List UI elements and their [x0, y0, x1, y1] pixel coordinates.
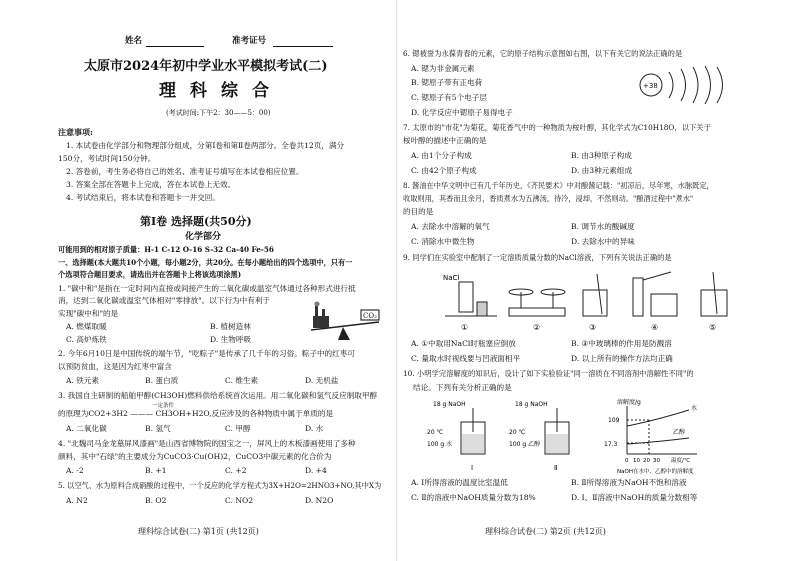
- section-intro: 个选项符合题目要求，请选出并在答题卡上将该选项涂黑): [58, 270, 242, 279]
- q1-stem: 消，达到二氧化碳或温室气体相对"零排放"。以下行为中有利于: [58, 296, 271, 305]
- water-label: 100 g 水: [427, 441, 453, 448]
- graph-y-label: 溶解度/g: [617, 399, 641, 406]
- y-tick-17-3: 17.3: [604, 441, 618, 448]
- q6-option-d: D. 化学反应中锶原子易得电子: [411, 108, 513, 117]
- q5-stem: 5. 以空气、水为原料合成硝酸的过程中，一个反应的化学方程式为3X+H2O=2HNO3+NO,其中X为: [58, 481, 382, 490]
- q1-stem: 1. "碳中和"是指在一定时间内直接或间接产生的二氧化碳或温室气体通过各种形式进行抵: [58, 284, 356, 293]
- right-column: [397, 0, 794, 561]
- footer-right: 理科综合试卷(二) 第2页 (共12页): [485, 527, 606, 536]
- q9-option-a: A. ①中取用NaCl时瓶塞应倒放: [411, 339, 516, 348]
- ticket-label: 准考证号: [232, 36, 267, 46]
- q8-stem: 的目的是: [403, 207, 434, 216]
- x-tick-30: 30: [653, 458, 660, 464]
- q5-option-c: C. NO2: [225, 496, 254, 505]
- footer-left: 理科综合试卷(二) 第1页 (共12页): [138, 527, 259, 536]
- q10-stem: 结论。下列有关分析正确的是: [413, 383, 512, 392]
- q1-option-c: C. 高炉炼铁: [66, 335, 107, 344]
- solution-prep-diagram: [437, 268, 757, 336]
- water-curve: [627, 410, 689, 426]
- q9-option-c: C. 量取水时视线要与凹液面相平: [411, 354, 521, 363]
- graph-caption: NaOH在水中、乙醇中的溶解度: [617, 469, 694, 475]
- note-line: 4. 考试结束后，将本试卷和答题卡一并交回。: [66, 193, 220, 202]
- svg-text:CO₂: CO₂: [363, 312, 377, 320]
- q9-stem: 9. 同学们在实验室中配制了一定溶质质量分数的NaCl溶液，下列有关说法正确的是: [403, 253, 672, 262]
- q1-option-a: A. 燃煤取暖: [66, 322, 107, 331]
- series-water: 水: [691, 405, 698, 412]
- graph-x-label: 温度/℃: [671, 458, 691, 464]
- q2-stem: 2. 今年6月10日是中国传统的端午节，"吃粽子"是传承了几千年的习俗。粽子中的红枣可: [58, 349, 355, 358]
- naoh-label-2: 18 g NaOH: [515, 401, 548, 408]
- note-line: 2. 答卷前，考生务必将自己的姓名、准考证号填写在本试卷相应位置。: [66, 167, 304, 176]
- q3-option-a: A. 二氧化碳: [66, 424, 107, 433]
- q7-option-b: B. 由3种原子构成: [571, 151, 632, 160]
- q10-option-b: B. Ⅱ所得溶液为NaOH不饱和溶液: [571, 478, 687, 487]
- q6-stem: 6. 锶被誉为永葆青春的元素，它的原子结构示意图如右图，以下有关它的说法正确的是: [403, 49, 683, 58]
- series-ethanol: 乙醇: [673, 429, 686, 436]
- q4-option-a: A. -2: [66, 466, 84, 475]
- q2-stem: 以预防贫血，这是因为红枣中富含: [58, 362, 172, 371]
- q10-option-a: A. Ⅰ所得溶液的温度比室温低: [411, 478, 508, 487]
- exam-title: 太原市2024年初中学业水平模拟考试(二): [84, 59, 328, 74]
- q10-stem: 10. 小明学完溶解度的知识后，设计了如下实验验证"同一溶质在不同溶剂中溶解性不同"的: [403, 369, 694, 378]
- q10-option-d: D. Ⅰ、Ⅱ溶液中NaOH的质量分数相等: [571, 493, 698, 502]
- q1-option-d: D. 生物呼吸: [210, 335, 252, 344]
- q5-option-a: A. N2: [66, 496, 88, 505]
- q3-stem: 3. 我国自主研制的船舶甲醇(CH3OH)燃料供给系统首次运用。用二氧化碳和氢气反应制取甲醇: [58, 391, 378, 400]
- nacl-label: NaCl: [443, 274, 460, 282]
- q6-option-c: C. 锶原子有5个电子层: [411, 93, 487, 102]
- q3-option-c: C. 甲醇: [225, 424, 251, 433]
- x-tick-10: 10: [633, 458, 640, 464]
- q7-option-a: A. 由1个分子构成: [411, 151, 472, 160]
- naoh-label-1: 18 g NaOH: [433, 401, 466, 408]
- q2-option-a: A. 铁元素: [66, 376, 100, 385]
- q2-option-b: B. 蛋白质: [145, 376, 179, 385]
- q3-option-b: B. 氢气: [145, 424, 171, 433]
- q8-option-b: B. 调节水的酸碱度: [571, 222, 635, 231]
- q7-option-d: D. 由3种元素组成: [571, 166, 633, 175]
- q7-option-c: C. 由42个原子构成: [411, 166, 477, 175]
- name-label: 姓名: [125, 36, 143, 46]
- step-1-label: ①: [461, 323, 469, 332]
- q3-condition: 一定条件: [152, 403, 175, 409]
- step-4-label: ④: [651, 323, 659, 332]
- beaker-2-label: Ⅱ: [554, 464, 558, 472]
- q8-stem: 收取则用，其香而且余月，香质煮水为五沸汤，待冷，浸却，不然则动。"酿酒过程中"煮水": [403, 194, 694, 203]
- part1-heading: 第Ⅰ卷 选择题(共50分): [140, 215, 252, 228]
- q4-stem: 4. "北魏司马金龙墓屏风漆画"是山西省博物院的国宝之一，屏风上的木板漆画使用了多种: [58, 439, 356, 448]
- q2-option-d: D. 无机盐: [305, 376, 339, 385]
- q4-stem: 颜料，其中"石绿"的主要成分为CuCO3·Cu(OH)2，CuCO3中碳元素的化合价为: [58, 452, 332, 461]
- q10-option-c: C. Ⅱ的溶液中NaOH质量分数为18%: [411, 493, 536, 502]
- q4-option-c: C. +2: [225, 466, 247, 475]
- nucleus-charge: +38: [643, 82, 658, 90]
- notes-heading: 注意事项:: [58, 127, 93, 137]
- section-intro: 一、选择题(本大题共10个小题，每小题2分，共20分。在每小题给出的四个选项中，只有一: [58, 258, 353, 267]
- ethanol-label: 100 g 乙醇: [509, 441, 541, 448]
- note-line: 150分，考试时间150分钟。: [58, 154, 156, 163]
- step-3-label: ③: [589, 323, 597, 332]
- x-tick-20: 20: [643, 458, 650, 464]
- q1-stem: 实现"碳中和"的是: [58, 309, 119, 318]
- temp-label-2: 20 ℃: [509, 429, 526, 436]
- q4-option-d: D. +4: [305, 466, 327, 475]
- exam-time: (考试时间:下午2：30——5：00): [166, 109, 271, 117]
- atomic-masses: 可能用到的相对原子质量：H-1 C-12 O-16 S-32 Ca-40 Fe-56: [58, 245, 274, 254]
- q8-option-d: D. 去除水中的异味: [571, 237, 635, 246]
- q5-option-b: B. O2: [145, 496, 167, 505]
- temp-label-1: 20 ℃: [427, 429, 444, 436]
- q6-option-b: B. 锶原子带有正电荷: [411, 78, 483, 87]
- step-5-label: ⑤: [709, 323, 717, 332]
- q6-option-a: A. 锶为非金属元素: [411, 64, 475, 73]
- q2-option-c: C. 维生素: [225, 376, 259, 385]
- q1-option-b: B. 植树造林: [210, 322, 251, 331]
- q4-option-b: B. +1: [145, 466, 167, 475]
- solubility-experiment-diagram: [427, 396, 727, 478]
- step-2-label: ②: [533, 323, 541, 332]
- subject-title: 理科综合: [159, 81, 283, 101]
- q8-option-c: C. 消除水中微生物: [411, 237, 475, 246]
- carbon-balance-illustration: [305, 300, 385, 346]
- q9-option-d: D. 以上所有的操作方法均正确: [571, 354, 673, 363]
- note-line: 3. 答案全部在答题卡上完成，答在本试卷上无效。: [66, 180, 236, 189]
- q9-option-b: B. ③中玻璃棒的作用是防溅溶: [571, 339, 672, 348]
- q8-option-a: A. 去除水中溶解的氧气: [411, 222, 490, 231]
- q3-option-d: D. 水: [305, 424, 324, 433]
- atom-structure-diagram: [635, 64, 745, 106]
- q7-stem: 7. 太原市的"市花"为菊花，菊花香气中的一种物质为桉叶醇，其化学式为C10H18O，以下关于: [403, 123, 711, 132]
- ticket-field: [273, 46, 333, 47]
- chem-section-heading: 化学部分: [185, 232, 222, 242]
- q3-stem: 的原理为CO2+3H2 ——— CH3OH+H2O,反应涉及的各种物质中属于单质的是: [58, 409, 334, 418]
- q5-option-d: D. N2O: [305, 496, 334, 505]
- note-line: 1. 本试卷由化学部分和物理部分组成，分第Ⅰ卷和第Ⅱ卷两部分。全卷共12页，满分: [66, 141, 345, 150]
- beaker-1-label: Ⅰ: [471, 464, 474, 472]
- y-tick-109: 109: [608, 417, 620, 424]
- x-tick-0: 0: [625, 458, 629, 464]
- q7-stem: 桉叶醇的描述中正确的是: [403, 136, 487, 145]
- q8-stem: 8. 酱油在中华文明中已有几千年历史，《齐民要术》中对酿酱记载："初凉后，尽年寒，水脉既定，: [403, 181, 714, 190]
- name-field: [146, 46, 204, 47]
